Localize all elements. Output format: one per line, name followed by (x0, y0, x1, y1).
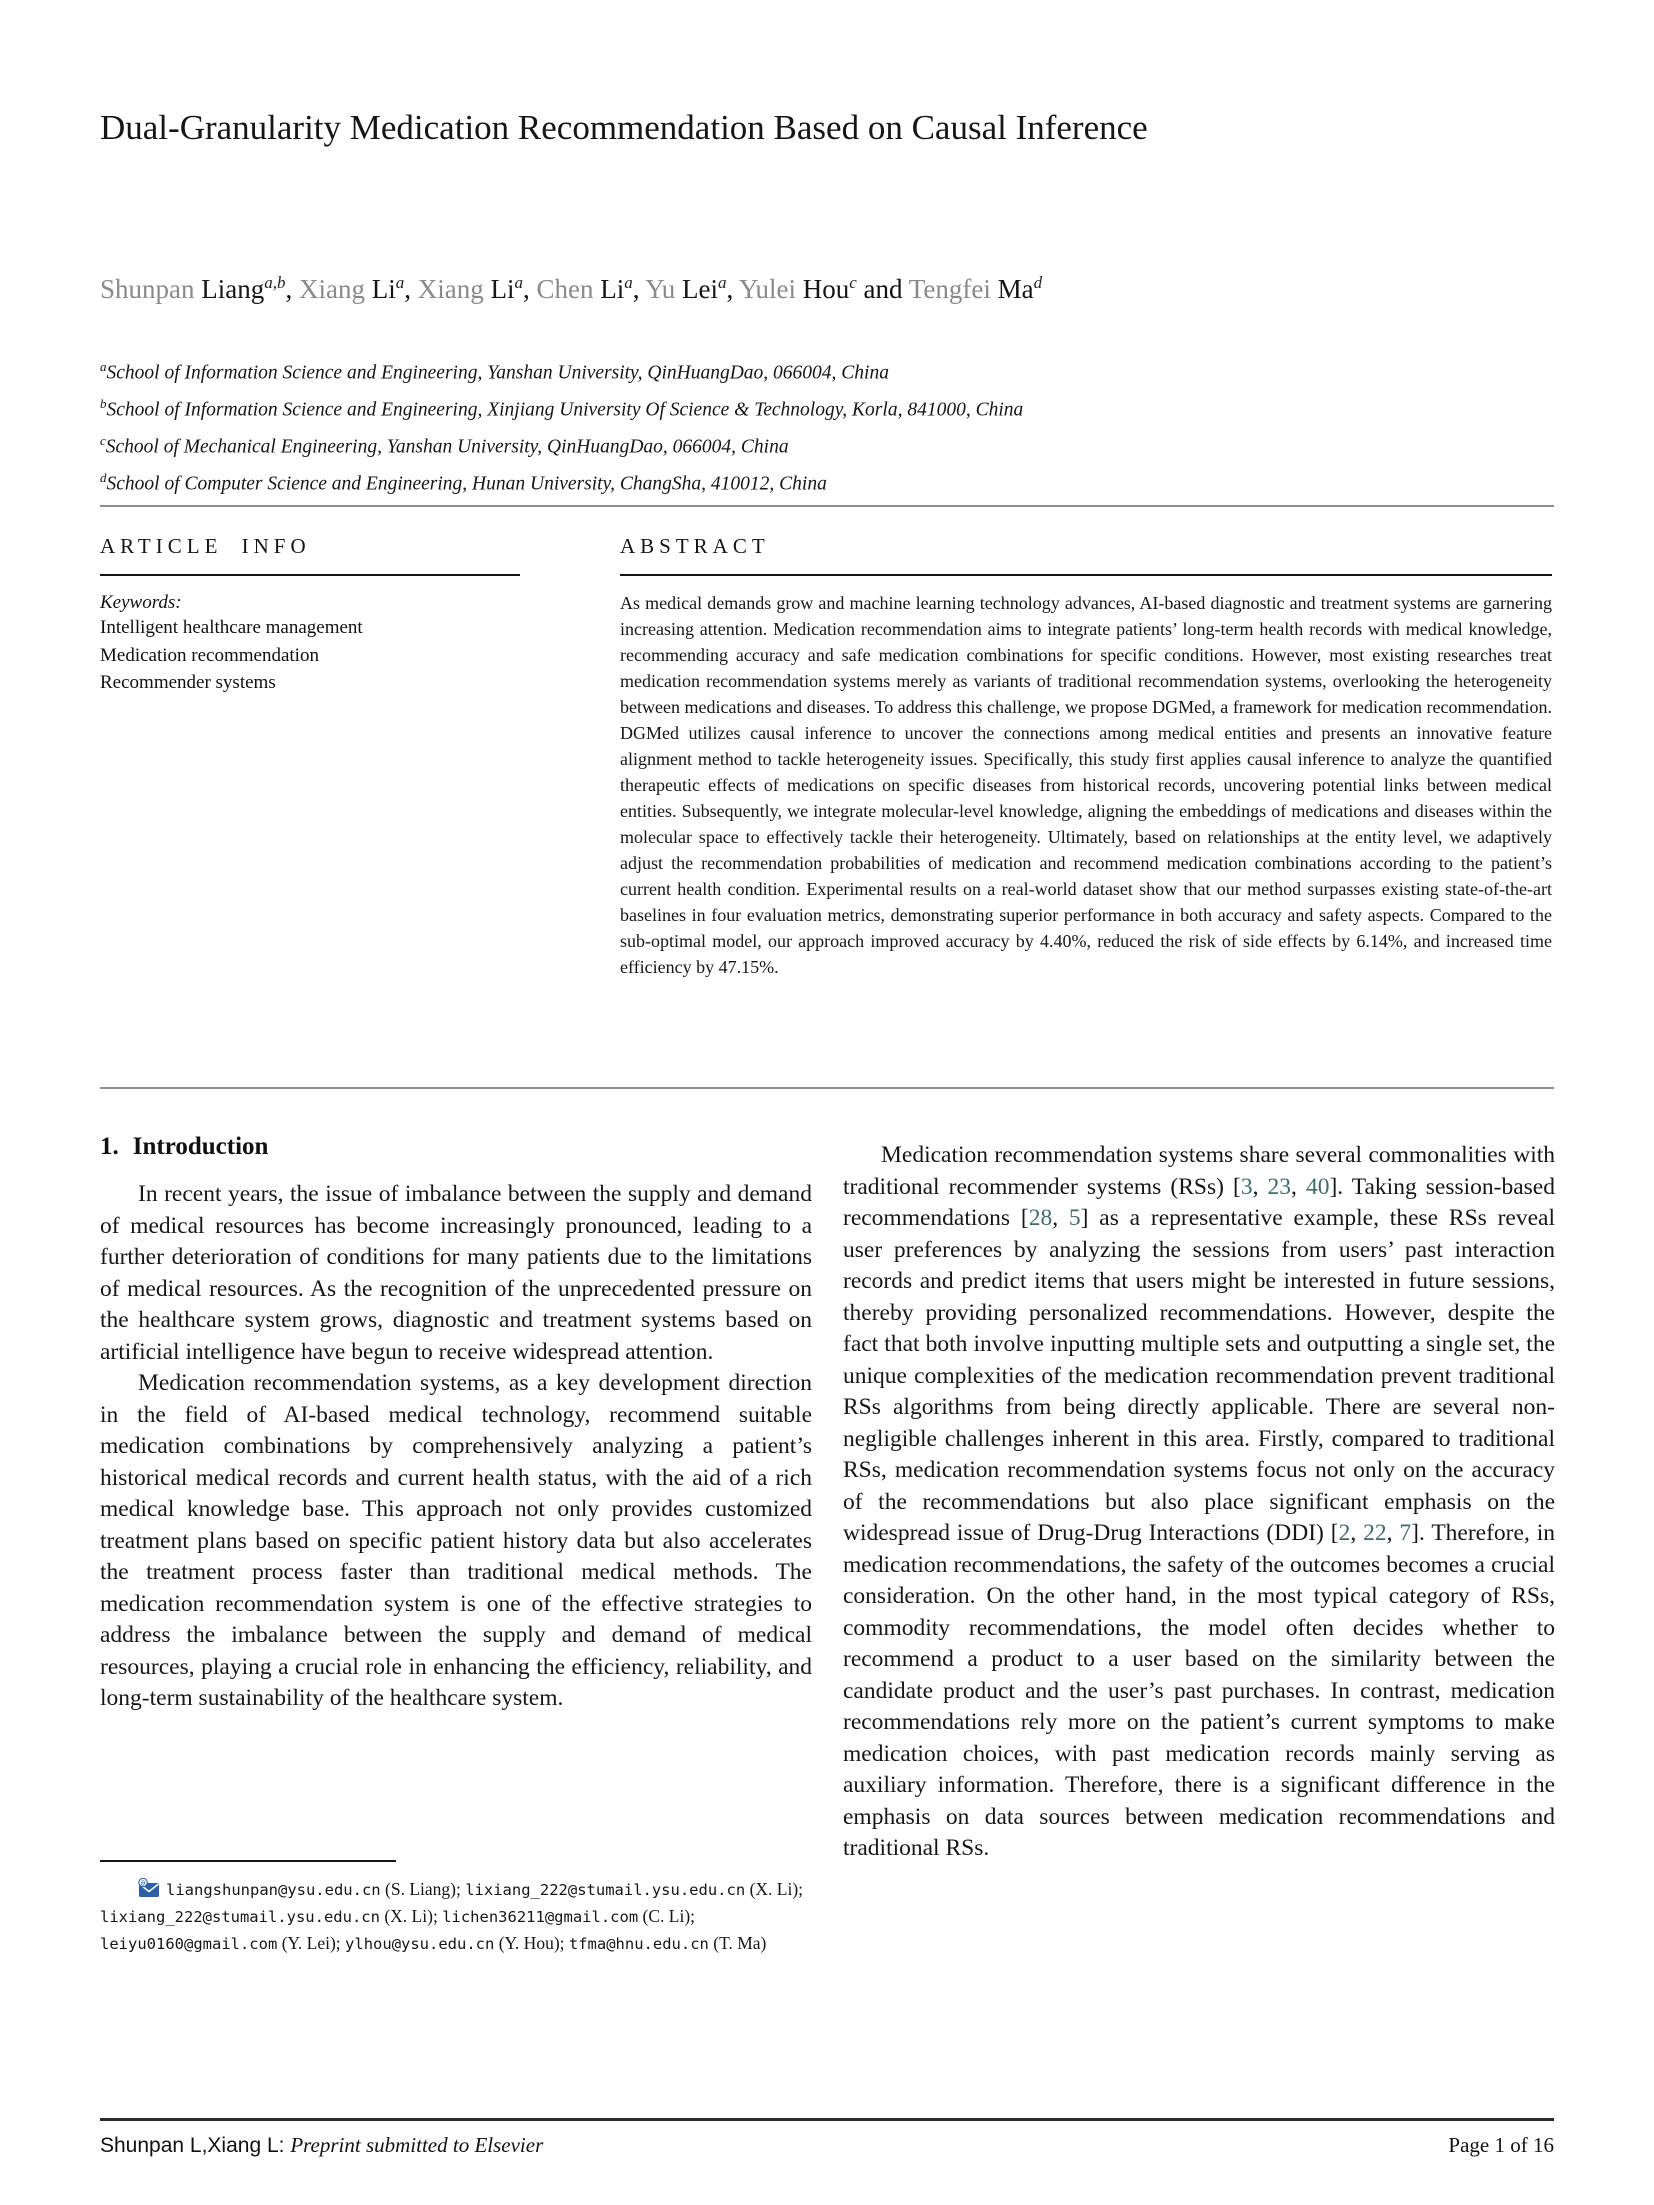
citation-link[interactable]: 3 (1240, 1173, 1253, 1200)
author-affiliation-mark: a (514, 273, 523, 292)
body-column-left (100, 1133, 812, 1715)
author-affiliation-mark: a (395, 273, 405, 292)
affiliation-list (100, 352, 1560, 500)
citation-link[interactable]: 5 (1068, 1205, 1081, 1231)
author-separator: , (285, 274, 299, 304)
citation-link[interactable]: 22 (1363, 1520, 1387, 1546)
footer-left (100, 2133, 543, 2158)
author-given-name: Xiang (417, 274, 491, 304)
author-family-name: Li (600, 274, 625, 304)
footer-divider (100, 2118, 1554, 2121)
keywords-list (100, 614, 520, 697)
footnote-text: (X. Li); (379, 1906, 443, 1926)
author-given-name: Xiang (298, 274, 372, 304)
paragraph-text: , (1252, 1173, 1268, 1200)
author-family-name: Ma (997, 274, 1034, 304)
body-column-right (843, 1140, 1555, 1865)
footnote-text: (X. Li); (745, 1879, 804, 1899)
paragraph-text: ]. Therefore, in medication recommendations, the safety of the outcomes becomes a crucial consideration. On the other hand, in the most typical category of RSs, commodity recommendations, the model often decides whether to recommend a product to a user based on the similarity between the candidate product and the user’s past purchases. In contrast, medication recommendations rely more on the patient’s current symptoms to make medication choices, with past medication records mainly serving as auxiliary information. Therefore, there is a significant difference in the emphasis on data sources between medication recommendations and traditional RSs. (843, 1520, 1555, 1861)
author-separator: , (632, 274, 646, 304)
email-link[interactable]: tfma@hnu.edu.cn (568, 1935, 709, 1953)
citation-link[interactable]: 2 (1338, 1520, 1351, 1546)
abstract-section (620, 534, 1552, 980)
author-affiliation-mark: a (717, 273, 727, 292)
affiliation-text: School of Computer Science and Engineering, Hunan University, ChangSha, 410012, China (106, 473, 827, 495)
affiliation-mark: c (100, 433, 106, 448)
author-separator: , (404, 274, 418, 304)
footnote-run-container (100, 1879, 803, 1953)
paragraph-text: , (1291, 1173, 1306, 1200)
footnote-divider (100, 1860, 396, 1862)
affiliation-line (100, 389, 1560, 426)
article-info-rule (100, 574, 520, 576)
footnote-text: (T. Ma) (708, 1933, 767, 1953)
author-separator: , (726, 274, 739, 304)
paper-title: Dual-Granularity Medication Recommendation Based on Causal Inference (100, 108, 1148, 147)
author-affiliation-mark: a (624, 273, 633, 292)
affiliation-line (100, 352, 1560, 389)
citation-link[interactable]: 28 (1028, 1205, 1053, 1231)
author-separator: , (522, 274, 537, 304)
author-affiliation-mark: c (849, 273, 857, 292)
body-paragraph: In recent years, the issue of imbalance between the supply and demand of medical resources has become increasingly pronounced, leading to a further deterioration of conditions for many patients due to the limitations of medical resources. As the recognition of the unprecedented pressure on the healthcare system grows, diagnostic and treatment systems based on artificial intelligence have begun to receive widespread attention. (100, 1181, 812, 1365)
author-family-name: Liang (201, 274, 265, 304)
author-affiliation-mark: a,b (264, 273, 286, 292)
author-affiliation-mark: d (1033, 273, 1043, 292)
affiliation-mark: b (100, 396, 107, 411)
author-given-name: Shunpan (100, 274, 202, 304)
footnote-block (100, 1860, 814, 1957)
author-given-name: Chen (536, 274, 601, 304)
email-link[interactable]: leiyu0160@gmail.com (100, 1935, 278, 1953)
email-link[interactable]: lixiang_222@stumail.ysu.edu.cn (100, 1908, 380, 1926)
affiliation-line (100, 463, 1560, 500)
author-list (100, 266, 1560, 306)
footer-page-number: Page 1 of 16 (1448, 2133, 1554, 2157)
svg-text:@: @ (141, 1879, 145, 1887)
affiliation-mark: d (100, 470, 107, 485)
email-link[interactable]: lichen36211@gmail.com (442, 1908, 639, 1926)
section-title: Introduction (132, 1133, 269, 1160)
footnote-text: (Y. Lei); (277, 1933, 346, 1953)
footer-author-names: Shunpan L,Xiang L: (100, 2134, 291, 2157)
introduction-paragraph-right (843, 1140, 1555, 1865)
keyword-item: Intelligent healthcare management (100, 617, 363, 638)
abstract-text: As medical demands grow and machine learning technology advances, AI-based diagnostic and treatment systems are garnering increasing attention. Medication recommendation aims to integrate patients’ long-term health records with medical knowledge, recommending accuracy and safe medication combinations for specific conditions. However, most existing researches treat medication recommendation systems merely as variants of traditional recommendation systems, overlooking the heterogeneity between medications and diseases. To address this challenge, we propose DGMed, a framework for medication recommendation. DGMed utilizes causal inference to uncover the connections among medical entities and presents an innovative feature alignment method to tackle heterogeneity issues. Specifically, this study first applies causal inference to analyze the quantified therapeutic effects of medications on specific diseases from historical records, uncovering potential links between medical entities. Subsequently, we integrate molecular-level knowledge, aligning the embeddings of medications and diseases within the molecular space to effectively tackle their heterogeneity. Ultimately, based on relationships at the entity level, we adaptively adjust the recommendation probabilities of medication and recommend medication combinations according to the patient’s current health condition. Experimental results on a real-world dataset show that our method surpasses existing state-of-the-art baselines in four evaluation metrics, demonstrating superior performance in both accuracy and safety aspects. Compared to the sub-optimal model, our approach improved accuracy by 4.40%, reduced the risk of side effects by 6.14%, and increased time efficiency by 47.15%. (620, 593, 1552, 977)
citation-link[interactable]: 7 (1399, 1520, 1412, 1546)
author-given-name: Tengfei (908, 274, 998, 304)
introduction-heading (100, 1133, 812, 1161)
footnote-text: (Y. Hou); (494, 1933, 569, 1953)
affiliation-text: School of Information Science and Engineering, Xinjiang University Of Science & Technology, Korla, 841000, China (106, 399, 1024, 421)
paragraph-text: , (1052, 1205, 1069, 1231)
abstract-rule (620, 574, 1552, 576)
abstract-heading: ABSTRACT (620, 534, 770, 558)
author-given-name: Yulei (738, 274, 803, 304)
paragraph-text: , (1386, 1520, 1400, 1546)
keyword-item: Medication recommendation (100, 644, 319, 666)
author-family-name: Hou (802, 274, 850, 304)
article-info-heading: ARTICLE INFO (100, 534, 311, 558)
top-divider (100, 505, 1554, 507)
author-family-name: Lei (681, 274, 718, 304)
email-link[interactable]: ylhou@ysu.edu.cn (345, 1935, 495, 1953)
section-number: 1. (100, 1133, 119, 1160)
page-footer (100, 2133, 1554, 2158)
footer-preprint-status: Preprint submitted to Elsevier (290, 2133, 544, 2157)
footnote-emails (100, 1876, 814, 1957)
section-divider (100, 1087, 1554, 1089)
paragraph-text: Medication recommendation systems share several commonalities with traditional recommender systems (RSs) [ (843, 1142, 1555, 1200)
footnote-text: (S. Liang); (380, 1879, 466, 1899)
keywords-label: Keywords: (100, 592, 182, 613)
article-info-section (100, 534, 520, 697)
keyword-item: Recommender systems (100, 672, 276, 693)
affiliation-text: School of Mechanical Engineering, Yanshan University, QinHuangDao, 066004, China (105, 436, 789, 458)
envelope-at-icon (136, 1878, 160, 1898)
author-separator: and (856, 274, 909, 304)
citation-link[interactable]: 23 (1267, 1173, 1291, 1200)
author-family-name: Li (490, 274, 515, 304)
paragraph-text: , (1350, 1520, 1364, 1546)
citation-link[interactable]: 40 (1305, 1173, 1330, 1200)
footnote-text: (C. Li); (638, 1906, 696, 1926)
paragraph-text: ]. Taking session-based recommendations [ (843, 1173, 1555, 1231)
email-link[interactable]: liangshunpan@ysu.edu.cn (166, 1881, 381, 1899)
author-family-name: Li (371, 274, 396, 304)
author-given-name: Yu (645, 274, 682, 304)
introduction-paragraphs (100, 1179, 812, 1715)
paragraph-text: ] as a representative example, these RSs reveal user preferences by analyzing the sessions from users’ past interaction records and predict items that users might be interested in future sessions, thereby providing personalized recommendations. However, despite the fact that both involve inputting multiple sets and outputting a single set, the unique complexities of the medication recommendation prevent traditional RSs algorithms from being directly applicable. There are several non-negligible challenges inherent in this area. Firstly, compared to traditional RSs, medication recommendation systems focus not only on the accuracy of the recommendations but also place significant emphasis on the widespread issue of Drug-Drug Interactions (DDI) [ (843, 1205, 1555, 1546)
affiliation-mark: a (100, 359, 107, 374)
body-paragraph: Medication recommendation systems, as a key development direction in the field of AI-based medical technology, recommend suitable medication combinations by comprehensively analyzing a patient’s historical medical records and current health status, with the aid of a rich medical knowledge base. This approach not only provides customized treatment plans based on specific patient history data but also accelerates the treatment process faster than traditional medical methods. The medication recommendation system is one of the effective strategies to address the imbalance between the supply and demand of medical resources, playing a crucial role in enhancing the efficiency, reliability, and long-term sustainability of the healthcare system. (100, 1370, 812, 1711)
affiliation-line (100, 426, 1560, 463)
email-link[interactable]: lixiang_222@stumail.ysu.edu.cn (465, 1881, 746, 1899)
affiliation-text: School of Information Science and Engineering, Yanshan University, QinHuangDao, 066004, China (106, 362, 889, 384)
